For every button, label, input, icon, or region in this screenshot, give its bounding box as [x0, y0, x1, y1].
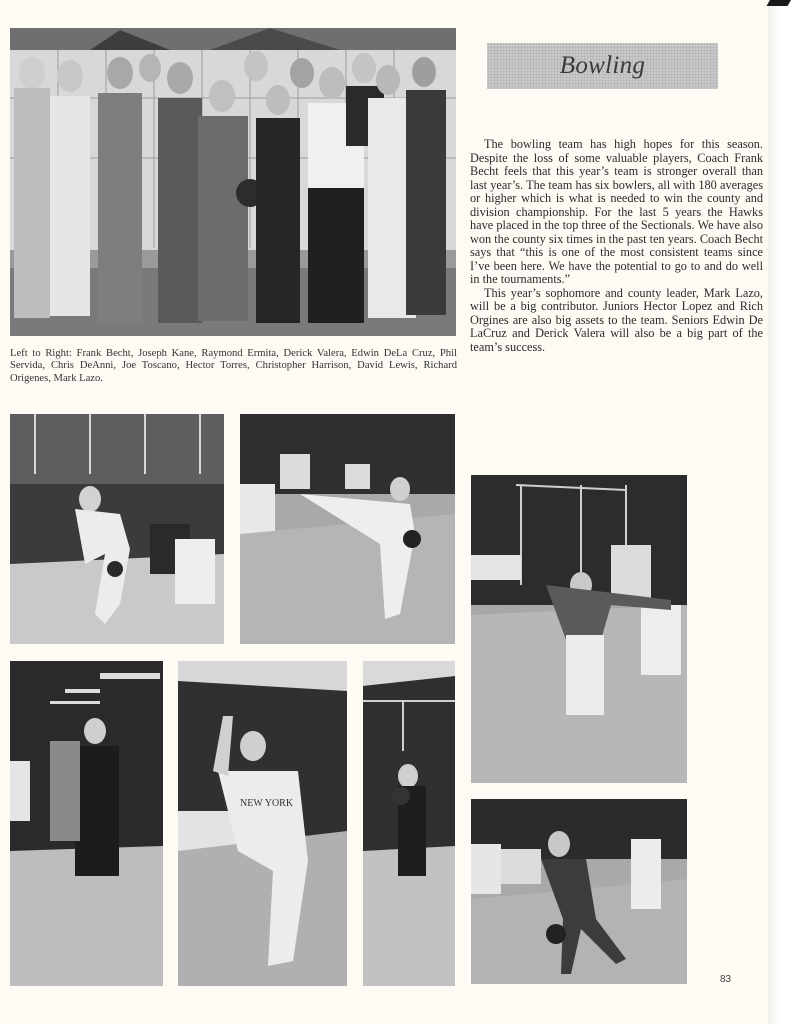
- action-photo-bowler-5: [178, 661, 347, 986]
- article-paragraph: The bowling team has high hopes for this season. Despite the loss of some valuable players, Coach Frank Becht feels that this year’s team is stronger overall than last year’s. The team has six bowlers, all with 180 averages or higher which is what is needed to win the county and division championship. For the last 5 years the Hawks have placed in the top three of the Sectionals. We have also won the county six times in the past ten years. Coach Becht says that “this is one of the most consistent teams since I’ve been here. We have the potential to go to and do well in the tournaments.”: [470, 137, 764, 286]
- team-photo-caption: Left to Right: Frank Becht, Joseph Kane, Raymond Ermita, Derick Valera, Edwin DeLa Cruz, Phil Servida, Chris DeAnni, Joe Toscano, Hector Torres, Christopher Harrison, David Lewis, Richard Origenes, Mark Lazo.: [10, 348, 457, 384]
- action-photo-bowler-6: [363, 661, 455, 986]
- action-photo-bowler-1: [10, 414, 224, 644]
- section-title-box: [487, 43, 718, 89]
- team-photo: [10, 28, 456, 336]
- article-paragraph: This year’s sophomore and county leader, Mark Lazo, will be a big contributor. Juniors Hector Lopez and Rich Orgines are also big assets to the team. Seniors Edwin De LaCruz and Derick Valera will also be a big part of the team’s success.: [470, 285, 763, 354]
- page-number: 83: [720, 974, 732, 985]
- page-edge: [768, 0, 791, 1024]
- action-photo-bowler-2: [240, 414, 455, 644]
- section-title: Bowling: [559, 52, 646, 79]
- action-photo-bowler-3: [471, 475, 687, 783]
- action-photo-bowler-7: [471, 799, 687, 984]
- scan-corner-mark: [767, 0, 791, 6]
- shirt-print: NEW YORK: [240, 798, 294, 809]
- article-body: [470, 138, 763, 354]
- action-photo-bowler-4: [10, 661, 163, 986]
